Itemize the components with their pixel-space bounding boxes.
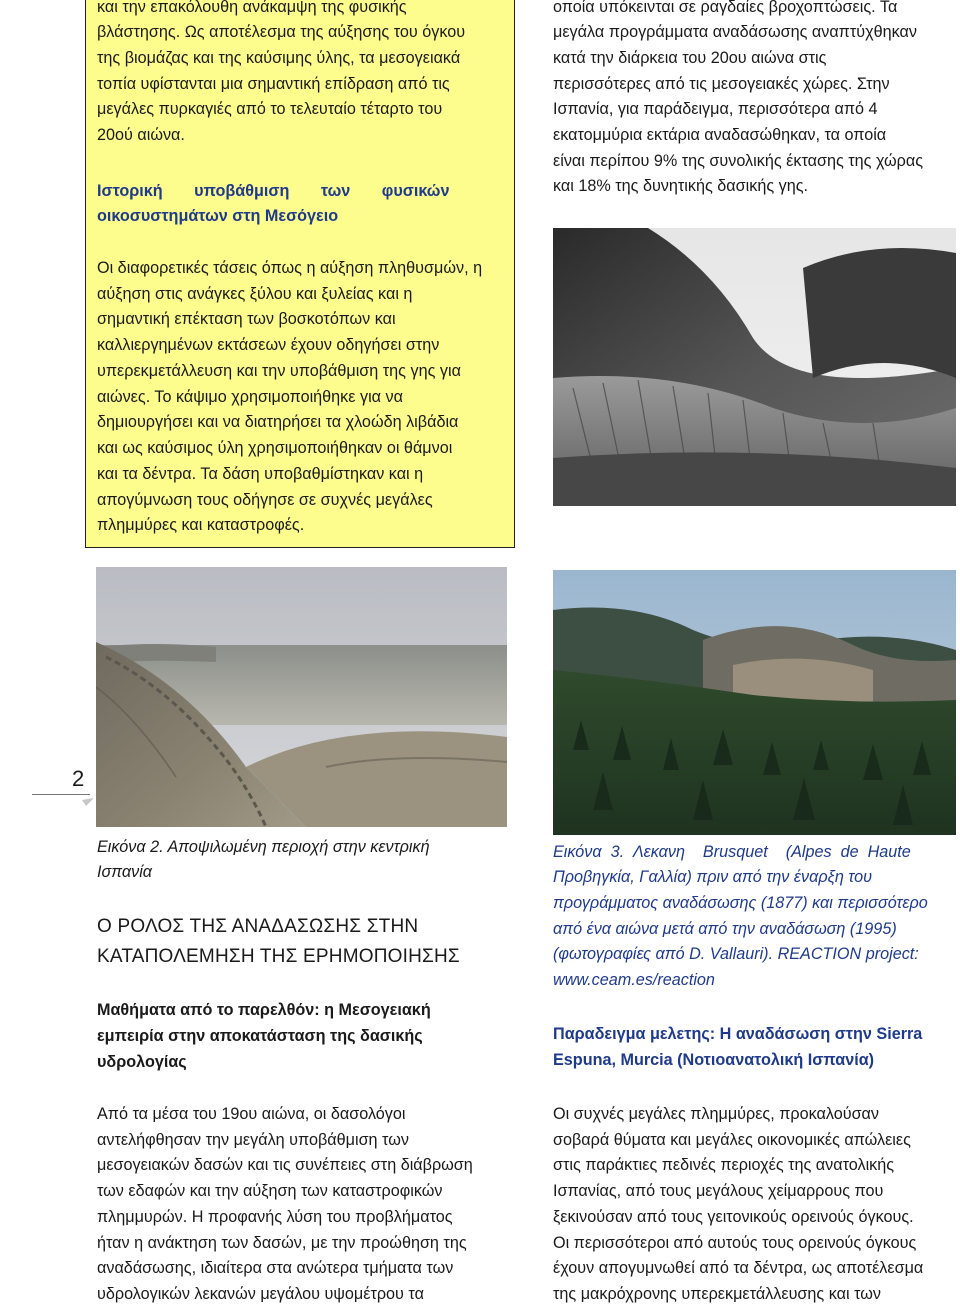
text-line: οποία υπόκεινται σε ραγδαίες βροχοπτώσεις. Τα xyxy=(553,0,898,16)
text-line: μεσογειακών δασών και τις συνέπειες στη διάβρωση xyxy=(97,1156,473,1174)
text-line: υπερεκμετάλλευση και την υποβάθμιση της γης για xyxy=(97,362,461,380)
caption-line: προγράμματος αναδάσωσης (1877) και περισσότερο xyxy=(553,894,928,912)
caption-line: Εικόνα 2. Αποψιλωμένη περιοχή στην κεντρική xyxy=(97,838,430,856)
text-line: Οι συχνές μεγάλες πλημμύρες, προκαλούσαν xyxy=(553,1105,880,1123)
text-line: 20ού αιώνα. xyxy=(97,126,185,144)
text-line: των εδαφών και την αύξηση των καταστροφικών xyxy=(97,1182,443,1200)
caption-line: (φωτογραφίες από D. Vallauri). REACTION project: xyxy=(553,945,919,963)
subsection-title-line: υδρολογίας xyxy=(97,1053,187,1071)
case-study-title-line: Παραδειγμα μελετης: Η αναδάσωση στην Sierra xyxy=(553,1025,923,1043)
text-line: τοπία υφίστανται μια σημαντική επίδραση από τις xyxy=(97,75,450,93)
caption-line: από ένα αιώνα μετά από την αναδάσωση (1995) xyxy=(553,920,897,938)
section-title-line: Ο ΡΟΛΟΣ ΤΗΣ ΑΝΑΔΑΣΩΣΗΣ ΣΤΗΝ xyxy=(97,916,419,937)
caption-line: Εικόνα 3. Λεκανη Brusquet (Alpes de Haute xyxy=(553,843,911,861)
section-title-line: ΚΑΤΑΠΟΛΕΜΗΣΗ ΤΗΣ ΕΡΗΜΟΠΟΙΗΣΗΣ xyxy=(97,946,460,967)
text-line: της βιομάζας και της καύσιμης ύλης, τα μεσογειακά xyxy=(97,49,461,67)
text-line: πλημμύρες και καταστροφές. xyxy=(97,516,305,534)
box-heading-line: οικοσυστημάτων στη Μεσόγειο xyxy=(97,207,339,225)
text-line: είναι περίπου 9% της συνολικής έκτασης της χώρας xyxy=(553,152,924,170)
text-line: αύξηση στις ανάγκες ξύλου και ξυλείας και η xyxy=(97,285,413,303)
page-number: 2 xyxy=(72,766,85,791)
text-line: σημαντική επέκταση των βοσκοτόπων και xyxy=(97,310,396,328)
text-line: Οι περισσότεροι από αυτούς τους ορεινούς όγκους xyxy=(553,1234,917,1252)
text-line: πλημμυρών. Η προφανής λύση του προβλήματος xyxy=(97,1208,453,1226)
text-line: Ισπανίας, από τους μεγάλους χείμαρρους που xyxy=(553,1182,884,1200)
text-line: ήταν η ανάκτηση των δασών, με την προώθηση της xyxy=(97,1234,467,1252)
text-line: Από τα μέσα του 19ου αιώνα, οι δασολόγοι xyxy=(97,1105,406,1123)
reaction-project-link[interactable]: www.ceam.es/reaction xyxy=(553,971,715,989)
text-line: υδρολογικών λεκανών μεγάλου υψομέτρου τα xyxy=(97,1285,424,1303)
text-line: Οι διαφορετικές τάσεις όπως η αύξηση πληθυσμών, η xyxy=(97,259,483,277)
text-line: κατά την διάρκεια του 20ου αιώνα στις xyxy=(553,49,827,67)
deforested-area-photo xyxy=(96,567,507,827)
brusquet-basin-1877-photo xyxy=(553,228,956,506)
text-line: αιώνες. Το κάψιμο χρησιμοποιήθηκε για να xyxy=(97,388,403,406)
subsection-title-line: Μαθήματα από το παρελθόν: η Μεσογειακή xyxy=(97,1001,431,1019)
caption-line: Ισπανία xyxy=(97,863,153,881)
page-curl-icon xyxy=(82,798,94,806)
text-line: Ισπανία, για παράδειγμα, περισσότερα από 4 xyxy=(553,100,878,118)
brusquet-basin-1995-photo xyxy=(553,570,956,835)
text-line: καλλιεργημένων εκτάσεων έχουν οδηγήσει στην xyxy=(97,336,440,354)
page-number-rule xyxy=(32,794,90,795)
text-line: βλάστησης. Ως αποτέλεσμα της αύξησης του όγκου xyxy=(97,23,466,41)
text-line: αντελήφθησαν την μεγάλη υποβάθμιση των xyxy=(97,1131,409,1149)
text-line: εκατομμύρια εκτάρια αναδασώθηκαν, τα οποία xyxy=(553,126,887,144)
text-line: αναδάσωσης, ιδιαίτερα στα ανώτερα τμήματα των xyxy=(97,1259,454,1277)
text-line: και την επακόλουθη ανάκαμψη της φυσικής xyxy=(97,0,407,16)
text-line: δημιουργήσει και να διατηρήσει τα χλοώδη λιβάδια xyxy=(97,413,459,431)
text-line: ξεκινούσαν από τους γειτονικούς ορεινούς όγκους. xyxy=(553,1208,914,1226)
text-line: απογύμνωση τους οδήγησε σε συχνές μεγάλες xyxy=(97,491,433,509)
text-line: στις παράκτιες πεδινές περιοχές της ανατολικής xyxy=(553,1156,895,1174)
caption-line: Προβηγκία, Γαλλία) πριν από την έναρξη του xyxy=(553,868,873,886)
text-line: μεγάλες πυρκαγιές από το τελευταίο τέταρτο του xyxy=(97,100,443,118)
case-study-title-line: Espuna, Murcia (Νοτιοανατολική Ισπανία) xyxy=(553,1051,875,1069)
text-line: και ως καύσιμος ύλη χρησιμοποιήθηκαν οι θάμνοι xyxy=(97,439,453,457)
subsection-title-line: εμπειρία στην αποκατάσταση της δασικής xyxy=(97,1027,423,1045)
box-heading-line: Ιστορική υποβάθμιση των φυσικών xyxy=(97,182,450,200)
text-line: της μακρόχρονης υπερεκμετάλλευσης και των xyxy=(553,1285,881,1303)
text-line: σοβαρά θύματα και μεγάλες οικονομικές απώλειες xyxy=(553,1131,911,1149)
text-line: έχουν απογυμνωθεί από τα δέντρα, ως αποτέλεσμα xyxy=(553,1259,924,1277)
text-line: μεγάλα προγράμματα αναδάσωσης αναπτύχθηκαν xyxy=(553,23,917,41)
text-line: και τα δέντρα. Τα δάση υποβαθμίστηκαν και η xyxy=(97,465,424,483)
text-line: περισσότερες από τις μεσογειακές χώρες. Στην xyxy=(553,75,890,93)
text-line: και 18% της δυνητικής δασικής γης. xyxy=(553,177,809,195)
